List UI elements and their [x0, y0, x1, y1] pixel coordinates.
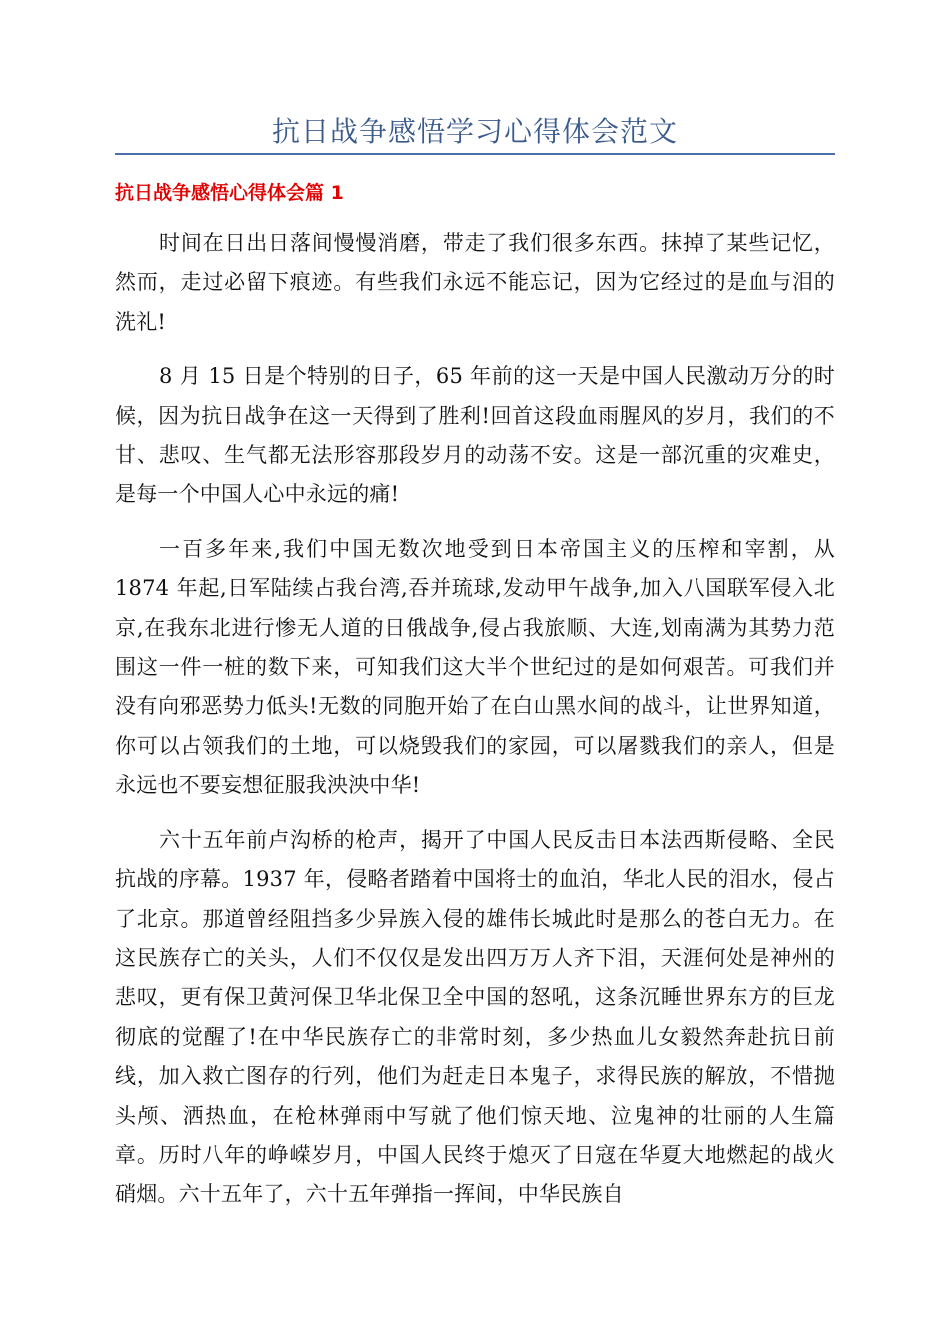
paragraph-2: 8 月 15 日是个特别的日子，65 年前的这一天是中国人民激动万分的时候，因为抗日战争在这一天得到了胜利!回首这段血雨腥风的岁月，我们的不甘、悲叹、生气都无法形容那段岁月的动荡不安。这是一部沉重的灾难史，是每一个中国人心中永远的痛! [115, 364, 835, 507]
paragraph-4: 六十五年前卢沟桥的枪声，揭开了中国人民反击日本法西斯侵略、全民抗战的序幕。1937 年，侵略者踏着中国将士的血泊，华北人民的泪水，侵占了北京。那道曾经阻挡多少异族入侵的雄伟长城此时是那么的苍白无力。在这民族存亡的关头，人们不仅仅是发出四万万人齐下泪，天涯何处是神州的悲叹，更有保卫黄河保卫华北保卫全中国的怒吼，这条沉睡世界东方的巨龙彻底的觉醒了!在中华民族存亡的非常时刻，多少热血儿女毅然奔赴抗日前线，加入救亡图存的行列，他们为赶走日本鬼子，求得民族的解放，不惜抛头颅、洒热血，在枪林弹雨中写就了他们惊天地、泣鬼神的壮丽的人生篇章。历时八年的峥嵘岁月，中国人民终于熄灭了日寇在华夏大地燃起的战火硝烟。六十五年了，六十五年弹指一挥间，中华民族自 [115, 827, 835, 1207]
section-heading: 抗日战争感悟心得体会篇 1 [115, 182, 344, 204]
paragraph-3: 一百多年来,我们中国无数次地受到日本帝国主义的压榨和宰割，从 1874 年起,日军陆续占我台湾,吞并琉球,发动甲午战争,加入八国联军侵入北京,在我东北进行惨无人道的日俄战争,侵占我旅顺、大连,划南满为其势力范围这一件一桩的数下来，可知我们这大半个世纪过的是如何艰苦。可我们并没有向邪恶势力低头!无数的同胞开始了在白山黑水间的战斗，让世界知道，你可以占领我们的土地，可以烧毁我们的家园，可以屠戮我们的亲人，但是永远也不要妄想征服我泱泱中华! [115, 536, 835, 798]
paragraph-1: 时间在日出日落间慢慢消磨，带走了我们很多东西。抹掉了某些记忆，然而，走过必留下痕迹。有些我们永远不能忘记，因为它经过的是血与泪的洗礼! [115, 231, 835, 334]
document-title: 抗日战争感悟学习心得体会范文 [271, 115, 678, 148]
title-underline [115, 153, 835, 155]
document-body [115, 224, 835, 1230]
